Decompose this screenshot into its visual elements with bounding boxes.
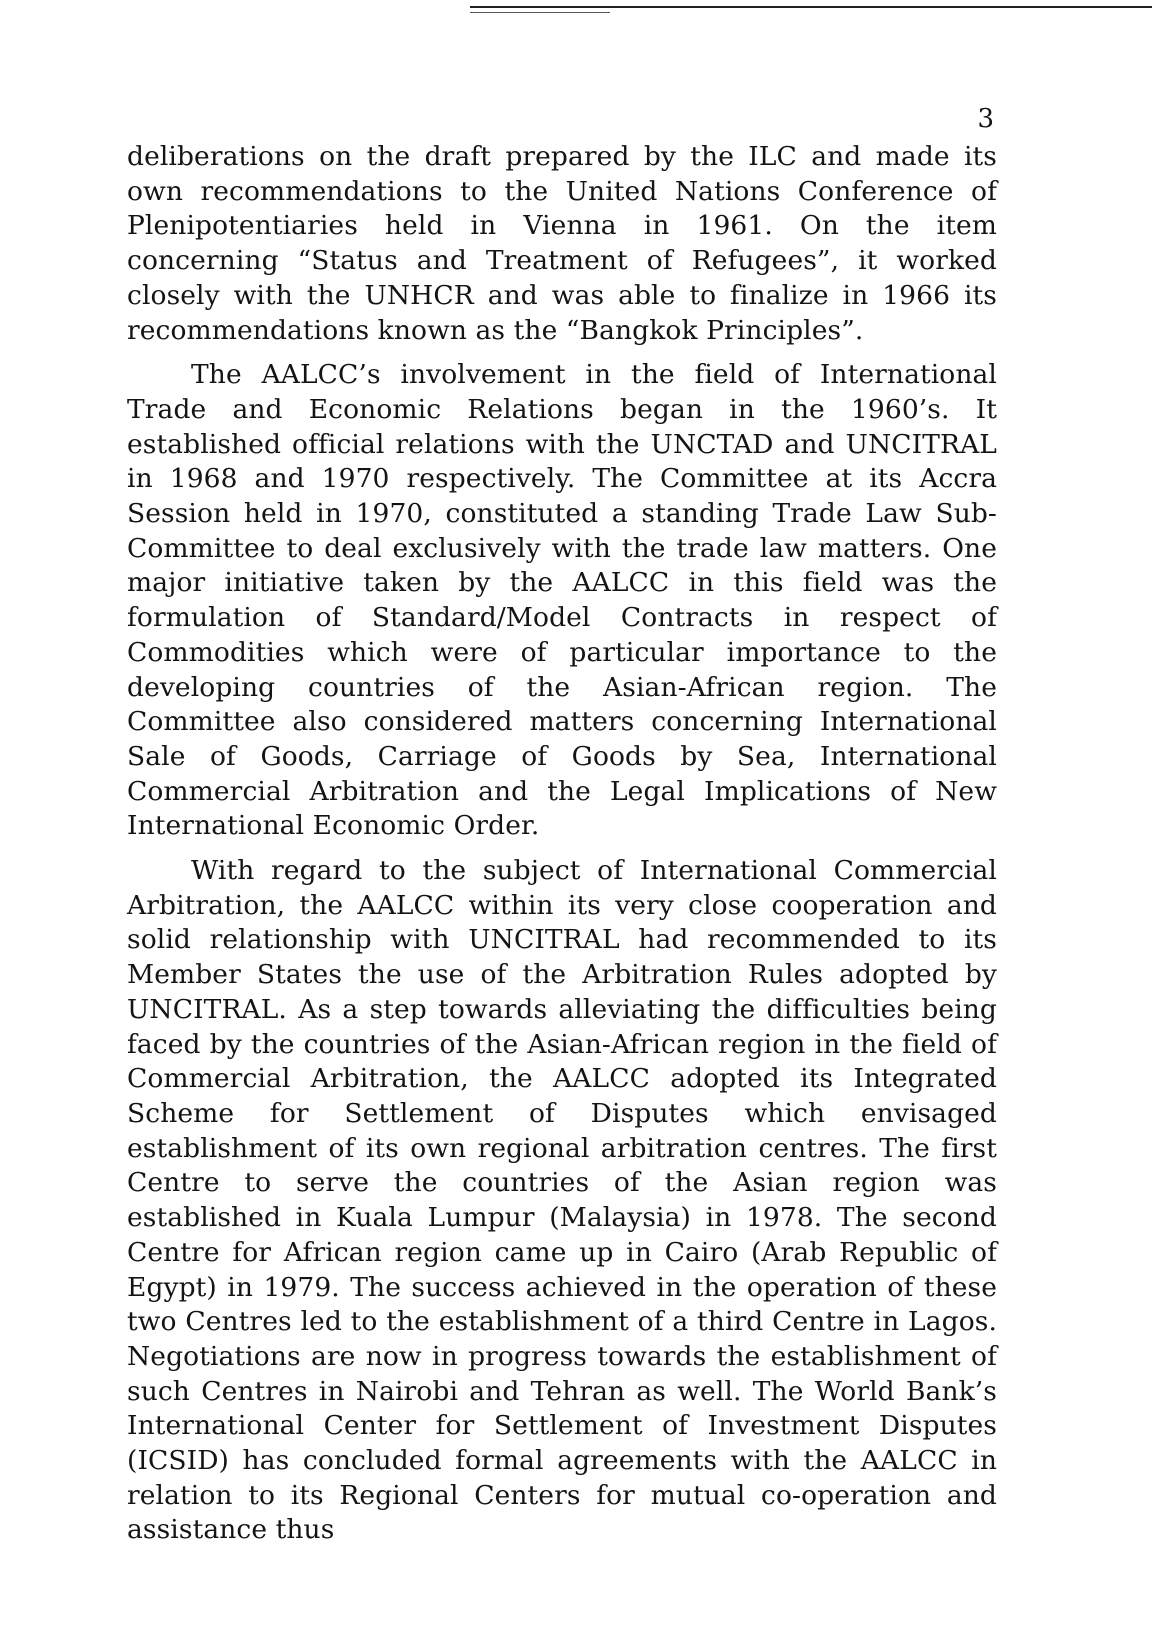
- body-text: [127, 140, 997, 1548]
- page-number: 3: [977, 104, 994, 134]
- top-rule-secondary: [470, 12, 610, 13]
- paragraph-commercial-arbitration: With regard to the subject of International Commercial Arbitration, the AALCC within its very close cooperation and solid relationship with UNCITRAL had recommended to its Member States the use of the Arbitration Rules adopted by UNCITRAL. As a step towards alleviating the difficulties being faced by the countries of the Asian-African region in the field of Commercial Arbitration, the AALCC adopted its Integrated Scheme for Settlement of Disputes which envisaged establishment of its own regional arbitration centres. The first Centre to serve the countries of the Asian region was established in Kuala Lumpur (Malaysia) in 1978. The second Centre for African region came up in Cairo (Arab Republic of Egypt) in 1979. The success achieved in the operation of these two Centres led to the establishment of a third Centre in Lagos. Negotiations are now in progress towards the establishment of such Centres in Nairobi and Tehran as well. The World Bank’s International Center for Settlement of Investment Disputes (ICSID) has concluded formal agreements with the AALCC in relation to its Regional Centers for mutual co-operation and assistance thus: [127, 855, 997, 1546]
- paragraph-trade-relations: The AALCC’s involvement in the field of International Trade and Economic Relations began in the 1960’s. It established official relations with the UNCTAD and UNCITRAL in 1968 and 1970 respectively. The Committee at its Accra Session held in 1970, constituted a standing Trade Law Sub-Committee to deal exclusively with the trade law matters. One major initiative taken by the AALCC in this field was the formulation of Standard/Model Contracts in respect of Commodities which were of particular importance to the developing countries of the Asian-African region. The Committee also considered matters concerning International Sale of Goods, Carriage of Goods by Sea, International Commercial Arbitration and the Legal Implications of New International Economic Order.: [127, 359, 997, 842]
- top-rule: [470, 6, 1152, 8]
- paragraph-continuation: deliberations on the draft prepared by the ILC and made its own recommendations to the United Nations Conference of Plenipotentiaries held in Vienna in 1961. On the item concerning “Status and Treatment of Refugees”, it worked closely with the UNHCR and was able to finalize in 1966 its recommendations known as the “Bangkok Principles”.: [127, 141, 997, 346]
